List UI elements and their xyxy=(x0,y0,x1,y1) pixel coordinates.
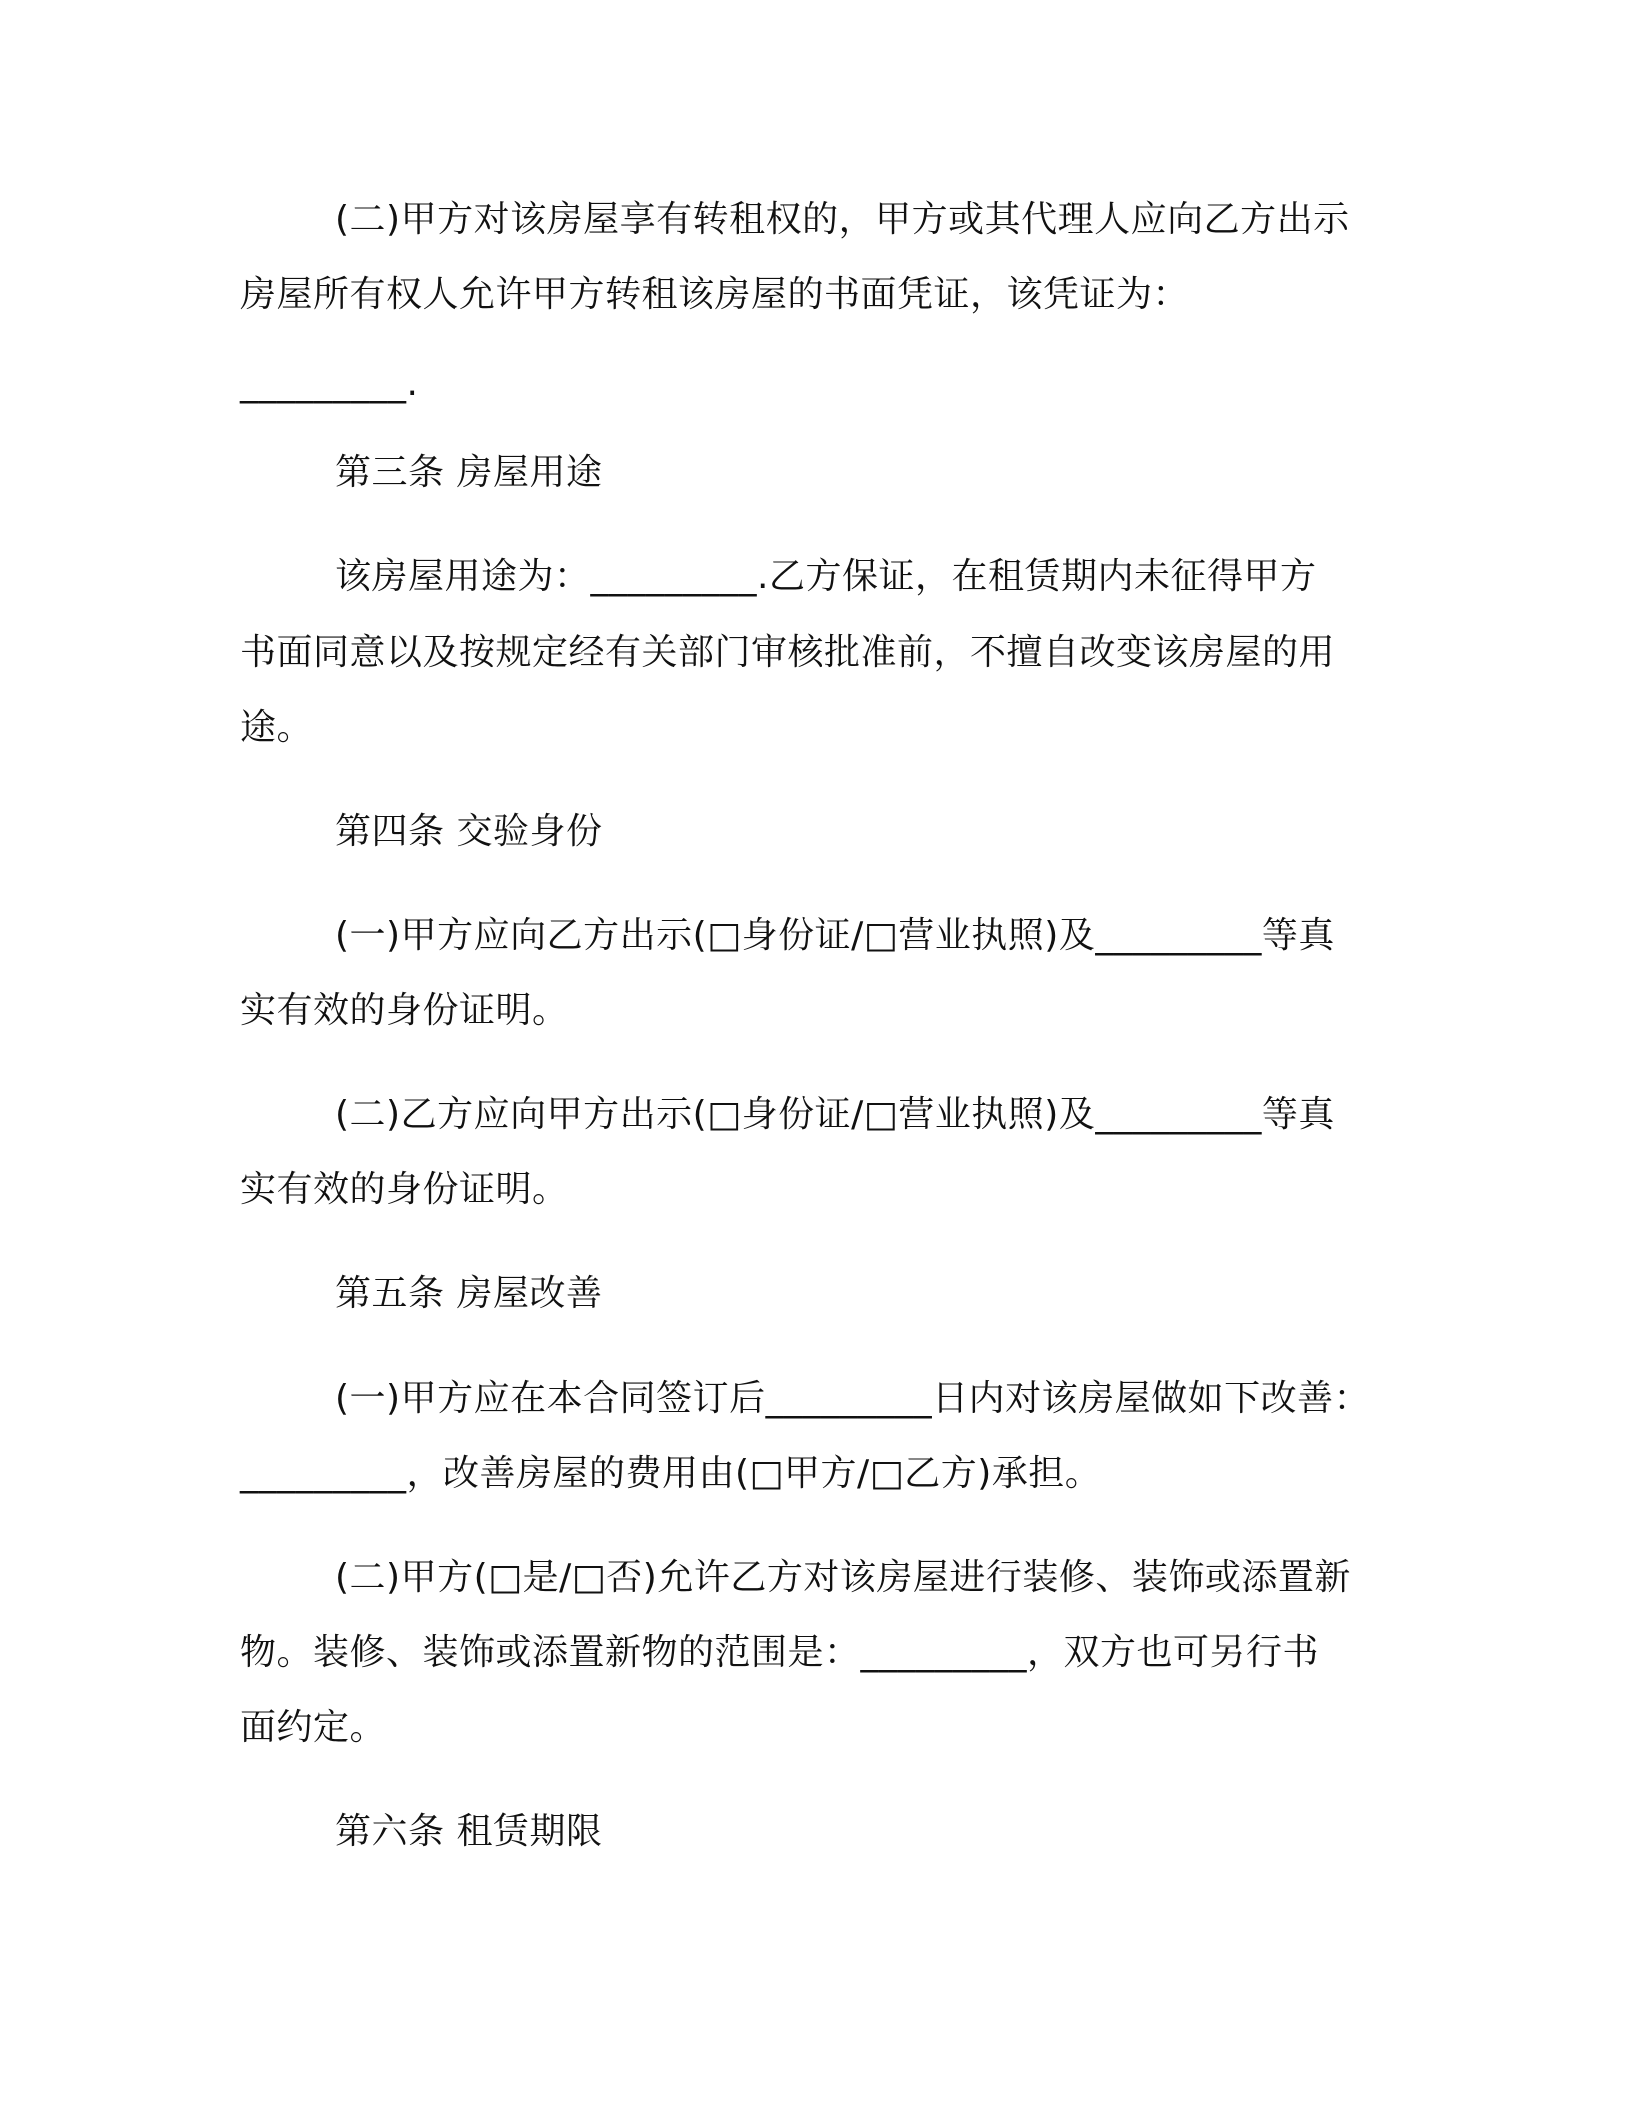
paragraph-line: 房屋所有权人允许甲方转租该房屋的书面凭证，该凭证为： xyxy=(240,274,1190,315)
paragraph-line: _________，改善房屋的费用由(□甲方/□乙方)承担。 xyxy=(240,1453,1102,1494)
paragraph-line: (一)甲方应向乙方出示(□身份证/□营业执照)及_________等真 xyxy=(335,915,1335,956)
paragraph-line: (二)乙方应向甲方出示(□身份证/□营业执照)及_________等真 xyxy=(335,1094,1335,1135)
paragraph-line: 途。 xyxy=(240,707,314,748)
paragraph-line: (二)甲方对该房屋享有转租权的，甲方或其代理人应向乙方出示 xyxy=(335,199,1350,240)
section-heading-5: 第五条 房屋改善 xyxy=(335,1273,603,1314)
blank-field-line: _________. xyxy=(240,363,419,404)
paragraph-line: 书面同意以及按规定经有关部门审核批准前，不擅自改变该房屋的用 xyxy=(240,632,1336,673)
section-heading-4: 第四条 交验身份 xyxy=(335,811,603,852)
paragraph-line: 面约定。 xyxy=(240,1707,387,1748)
paragraph-line: 实有效的身份证明。 xyxy=(240,1169,569,1210)
paragraph-line: 物。装修、装饰或添置新物的范围是：_________，双方也可另行书 xyxy=(240,1632,1320,1673)
paragraph-line: (二)甲方(□是/□否)允许乙方对该房屋进行装修、装饰或添置新 xyxy=(335,1557,1351,1598)
section-heading-6: 第六条 租赁期限 xyxy=(335,1811,603,1852)
paragraph-line: 实有效的身份证明。 xyxy=(240,990,569,1031)
paragraph-line: (一)甲方应在本合同签订后_________日内对该房屋做如下改善： xyxy=(335,1378,1371,1419)
paragraph-line: 该房屋用途为：_________.乙方保证，在租赁期内未征得甲方 xyxy=(335,556,1317,597)
section-heading-3: 第三条 房屋用途 xyxy=(335,452,603,493)
